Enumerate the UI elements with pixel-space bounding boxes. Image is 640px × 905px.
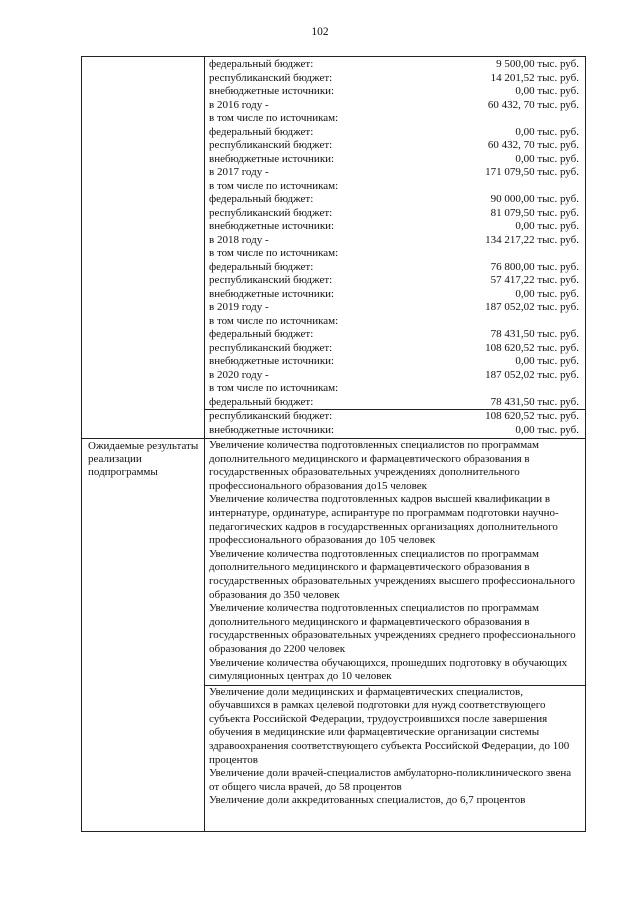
funding-value: 0,00 тыс. руб. bbox=[515, 152, 579, 165]
funding-row bbox=[205, 193, 585, 207]
subprogram-passport-table bbox=[81, 56, 586, 832]
funding-value: 60 432, 70 тыс. руб. bbox=[487, 98, 579, 111]
funding-row bbox=[205, 261, 585, 275]
funding-row bbox=[205, 85, 585, 99]
funding-row bbox=[205, 369, 585, 383]
funding-label: федеральный бюджет: bbox=[209, 395, 314, 408]
funding-table-row bbox=[82, 57, 586, 439]
funding-row bbox=[205, 220, 585, 234]
result-item: Увеличение доли аккредитованных специалистов, до 6,7 процентов bbox=[209, 794, 526, 807]
page-number: 102 bbox=[311, 26, 329, 38]
funding-value: 0,00 тыс. руб. bbox=[515, 423, 579, 436]
result-item: Увеличение количества подготовленных специалистов по программам дополнительного медицинского и фармацевтического образования в государственных образовательных учреждениях дополнительного профессионального образования до15 человек bbox=[209, 439, 539, 492]
funding-label: федеральный бюджет: bbox=[209, 125, 314, 138]
result-item: Увеличение количества обучающихся, прошедших подготовку в обучающих симуляционных центрах до 10 человек bbox=[209, 656, 568, 683]
funding-value: 90 000,00 тыс. руб. bbox=[490, 193, 579, 205]
funding-row bbox=[205, 315, 585, 329]
funding-row bbox=[205, 58, 585, 72]
funding-label: республиканский бюджет: bbox=[209, 206, 333, 219]
funding-value: 134 217,22 тыс. руб. bbox=[485, 233, 579, 246]
results-cell bbox=[205, 439, 586, 832]
funding-row bbox=[205, 180, 585, 194]
funding-row bbox=[205, 72, 585, 86]
result-item: Увеличение доли врачей-специалистов амбулаторно-поликлинического звена от общего числа врачей, до 58 процентов bbox=[209, 767, 572, 793]
funding-label: федеральный бюджет: bbox=[209, 58, 314, 70]
funding-label: в 2017 году - bbox=[209, 166, 269, 178]
funding-value: 57 417,22 тыс. руб. bbox=[490, 274, 579, 286]
funding-row bbox=[205, 410, 585, 424]
funding-label: внебюджетные источники: bbox=[209, 85, 335, 97]
funding-value: 60 432, 70 тыс. руб. bbox=[487, 139, 579, 151]
funding-row bbox=[205, 207, 585, 221]
funding-row bbox=[205, 166, 585, 180]
funding-row bbox=[205, 153, 585, 167]
empty-label-cell bbox=[82, 57, 205, 439]
funding-label: в 2016 году - bbox=[209, 98, 269, 111]
funding-row bbox=[205, 126, 585, 140]
funding-label: внебюджетные источники: bbox=[209, 152, 335, 165]
funding-label: федеральный бюджет: bbox=[209, 193, 314, 205]
funding-label: внебюджетные источники: bbox=[209, 220, 335, 232]
funding-label: федеральный бюджет: bbox=[209, 260, 314, 273]
funding-value: 78 431,50 тыс. руб. bbox=[490, 328, 579, 340]
results-table-row bbox=[82, 439, 586, 832]
funding-value: 9 500,00 тыс. руб. bbox=[496, 58, 579, 70]
funding-row bbox=[205, 112, 585, 126]
funding-value: 108 620,52 тыс. руб. bbox=[485, 341, 579, 354]
funding-value: 81 079,50 тыс. руб. bbox=[490, 206, 579, 219]
funding-row bbox=[205, 424, 585, 438]
funding-list bbox=[205, 57, 585, 437]
funding-row bbox=[205, 382, 585, 396]
funding-label: республиканский бюджет: bbox=[209, 139, 333, 151]
funding-value: 0,00 тыс. руб. bbox=[515, 220, 579, 232]
funding-label: в том числе по источникам: bbox=[209, 382, 339, 394]
funding-value: 108 620,52 тыс. руб. bbox=[485, 410, 579, 422]
funding-value: 0,00 тыс. руб. bbox=[515, 125, 579, 138]
funding-value: 0,00 тыс. руб. bbox=[515, 85, 579, 97]
funding-label: внебюджетные источники: bbox=[209, 355, 335, 367]
funding-value: 187 052,02 тыс. руб. bbox=[485, 368, 579, 381]
funding-label: республиканский бюджет: bbox=[209, 410, 333, 422]
funding-label: республиканский бюджет: bbox=[209, 341, 333, 354]
result-item: Увеличение количества подготовленных кадров высшей квалификации в интернатуре, ординатуре, аспирантуре по программам подготовки научно-педагогических кадров в государственных организациях дополнительного профессионального образования до 105 человек bbox=[209, 493, 559, 547]
funding-label: в том числе по источникам: bbox=[209, 247, 339, 259]
funding-label: в 2020 году - bbox=[209, 368, 269, 381]
funding-row bbox=[205, 288, 585, 302]
funding-row bbox=[205, 396, 585, 411]
section-label: Ожидаемые результаты реализации подпрограммы bbox=[82, 439, 205, 832]
funding-label: в том числе по источникам: bbox=[209, 179, 339, 192]
funding-row bbox=[205, 139, 585, 153]
funding-label: в том числе по источникам: bbox=[209, 314, 339, 327]
funding-value: 187 052,02 тыс. руб. bbox=[485, 301, 579, 313]
funding-label: внебюджетные источники: bbox=[209, 287, 335, 300]
result-item: Увеличение количества подготовленных специалистов по программам дополнительного медицинского и фармацевтического образования в государственных образовательных учреждениях среднего профессионального образования до 2200 человек bbox=[209, 602, 576, 655]
funding-row bbox=[205, 247, 585, 261]
funding-row bbox=[205, 274, 585, 288]
funding-row bbox=[205, 355, 585, 369]
funding-row bbox=[205, 234, 585, 248]
funding-cell bbox=[205, 57, 586, 439]
funding-label: республиканский бюджет: bbox=[209, 274, 333, 286]
results-top-block bbox=[205, 439, 585, 686]
funding-value: 0,00 тыс. руб. bbox=[515, 287, 579, 300]
funding-value: 171 079,50 тыс. руб. bbox=[485, 166, 579, 178]
funding-value: 76 800,00 тыс. руб. bbox=[490, 260, 579, 273]
funding-label: в том числе по источникам: bbox=[209, 112, 339, 124]
funding-label: в 2019 году - bbox=[209, 301, 269, 313]
funding-label: в 2018 году - bbox=[209, 233, 269, 246]
funding-value: 78 431,50 тыс. руб. bbox=[490, 395, 579, 408]
result-item: Увеличение доли медицинских и фармацевтических специалистов, обучавшихся в рамках целевой подготовки для нужд соответствующего субъекта Российской Федерации, трудоустроившихся после завершения обучения в медицинские или фармацевтические организации системы здравоохранения соответствующего субъекта Российской Федерации, до 100 процентов bbox=[209, 685, 570, 766]
results-bottom-block bbox=[205, 686, 585, 808]
funding-value: 0,00 тыс. руб. bbox=[515, 355, 579, 367]
funding-row bbox=[205, 328, 585, 342]
funding-row bbox=[205, 342, 585, 356]
funding-value: 14 201,52 тыс. руб. bbox=[490, 71, 579, 84]
funding-row bbox=[205, 301, 585, 315]
funding-label: внебюджетные источники: bbox=[209, 423, 335, 436]
funding-row bbox=[205, 99, 585, 113]
funding-label: республиканский бюджет: bbox=[209, 71, 333, 84]
result-item: Увеличение количества подготовленных специалистов по программам дополнительного медицинского и фармацевтического образования в государственных образовательных учреждениях высшего профессионального образования до 350 человек bbox=[209, 547, 575, 601]
funding-label: федеральный бюджет: bbox=[209, 328, 314, 340]
